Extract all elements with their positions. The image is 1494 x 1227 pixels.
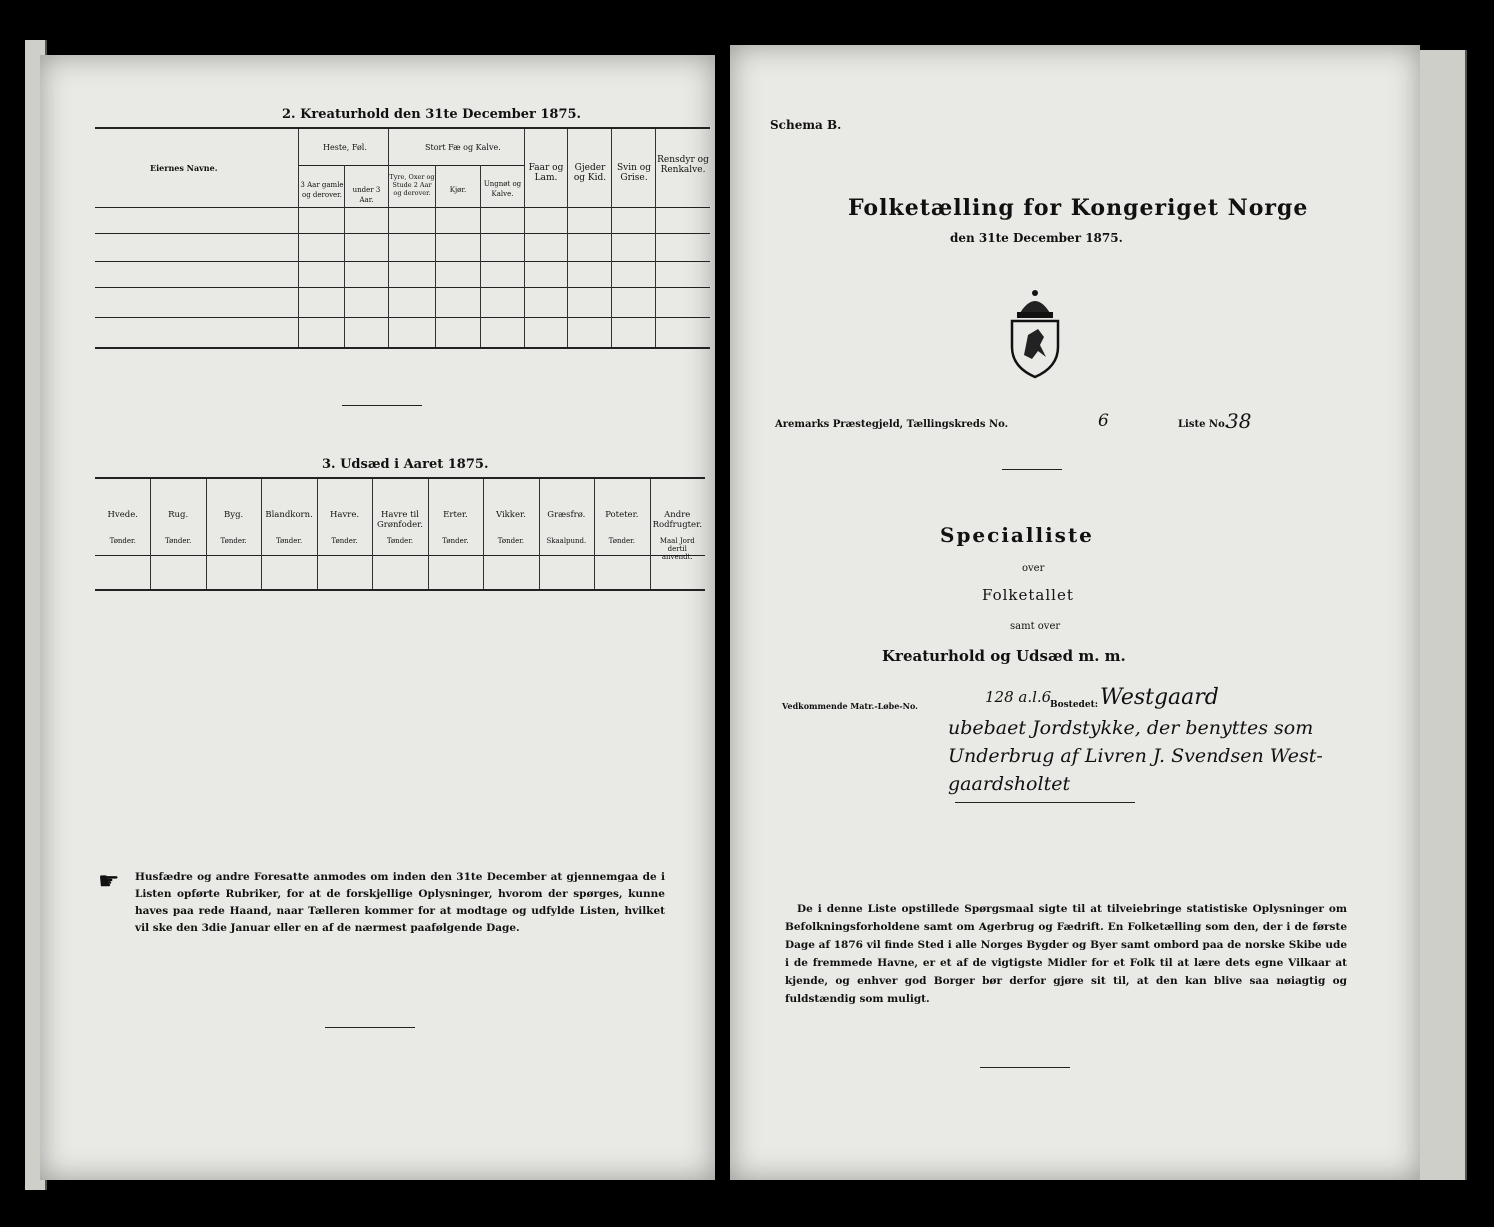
bosted-label: Bostedet:: [1050, 700, 1099, 710]
list-label: Liste No.: [1178, 419, 1229, 430]
udsaed-col-divider: [206, 479, 207, 589]
folketallet-text: Folketallet: [982, 586, 1074, 604]
parish-name: Aremarks: [775, 419, 830, 430]
section3-title: 3. Udsæd i Aaret 1875.: [322, 457, 489, 472]
schema-label: Schema B.: [770, 118, 842, 132]
udsaed-col-divider: [428, 479, 429, 589]
over-text: over: [1022, 563, 1045, 574]
list-number: 38: [1226, 409, 1252, 433]
heste-3aar-header: 3 Aar gamle og derover.: [300, 181, 344, 199]
census-title: Folketælling for Kongeriget Norge: [848, 195, 1309, 221]
matr-label: Vedkommende Matr.-Løbe-No.: [782, 701, 918, 711]
divider-short-2: [325, 1027, 415, 1028]
udsaed-col-divider: [483, 479, 484, 589]
instructions-notice: Husfædre og andre Foresatte anmodes om inden den 31te December at gjennemgaa de i Listen opførte Rubriker, for at de forskjellige Oplysninger, hvorom der spørges, kunne haves paa rede Haand, naar Tælleren kommer for at modtage og udfylde Listen, hvilket vil ske den 3die Januar eller en af de nærmest paafølgende Dage.: [135, 871, 665, 934]
divider-short: [342, 405, 422, 406]
udsaed-col-unit: Tønder.: [386, 537, 414, 545]
udsaed-col-divider: [317, 479, 318, 589]
district-number: 6: [1098, 411, 1109, 431]
table3-top-rule: [95, 477, 705, 479]
tyre-header: Tyre, Oxer og Stude 2 Aar og derover.: [389, 173, 435, 197]
svin-header: Svin og Grise.: [617, 163, 651, 183]
udsaed-col-unit: Tønder.: [442, 537, 469, 545]
coat-of-arms-icon: [1000, 285, 1070, 380]
rensdyr-header: Rensdyr og Renkalve.: [657, 155, 709, 175]
udsaed-col-divider: [150, 479, 151, 589]
kreaturhold-text: Kreaturhold og Udsæd m. m.: [882, 647, 1126, 665]
udsaed-col-divider: [372, 479, 373, 589]
specialliste-title: Specialliste: [940, 523, 1094, 547]
udsaed-col-divider: [539, 479, 540, 589]
gjeder-header: Gjeder og Kid.: [573, 163, 607, 183]
udsaed-col-unit: Tønder.: [497, 537, 525, 545]
stort-fae-header: Stort Fæ og Kalve.: [425, 143, 501, 152]
ungnot-header: Ungnøt og Kalve.: [483, 180, 522, 198]
parish-label: Præstegjeld,: [832, 419, 904, 430]
udsaed-col-name: Havre til Grønfoder.: [376, 510, 423, 530]
census-date: den 31te December 1875.: [950, 231, 1123, 245]
udsaed-col-divider: [594, 479, 595, 589]
left-page: [40, 55, 715, 1180]
district-label: Tællingskreds No.: [906, 419, 1009, 430]
purpose-paragraph: De i denne Liste opstillede Spørgsmaal sigte til at tilveiebringe statistiske Oplysninger om Befolkningsforholdene samt om Agerbrug og Fædrift. En Folketælling som den, der i de første Dage af 1876 vil finde Sted i alle Norges Bygder og Byer samt ombord paa de norske Skibe ude i de fremmede Havne, er et af de vigtigste Midler for et Folk til at lære dets egne Vilkaar at kjende, og enhver god Borger bør derfor gjøre sit til, at den kan blive saa nøiagtig og fuldstændig som muligt.: [785, 903, 1347, 1005]
pointing-hand-icon: ☛: [98, 867, 120, 895]
udsaed-col-name: Erter.: [443, 510, 468, 520]
parish-line: [775, 419, 1008, 430]
udsaed-col-divider: [261, 479, 262, 589]
udsaed-col-unit: Tønder.: [165, 537, 192, 545]
kjor-header: Kjør.: [449, 186, 467, 194]
udsaed-col-name: Havre.: [330, 510, 360, 520]
section2-title: 2. Kreaturhold den 31te December 1875.: [282, 107, 582, 122]
samt-over-text: samt over: [1010, 621, 1061, 632]
udsaed-col-unit: Tønder.: [220, 537, 247, 545]
heste-header: Heste, Føl.: [323, 143, 367, 152]
bosted-line-2: ubebaet Jordstykke, der benyttes som: [948, 717, 1314, 739]
udsaed-col-name: Vikker.: [495, 510, 526, 520]
bosted-line-3: Underbrug af Livren J. Svendsen West-: [948, 745, 1323, 767]
udsaed-col-unit: Skaalpund.: [546, 537, 587, 545]
table2-top-rule: [95, 127, 710, 129]
right-page: [730, 45, 1420, 1180]
udsaed-col-name: Andre Rodfrugter.: [652, 510, 702, 530]
owner-name-header: Eiernes Navne.: [150, 163, 218, 173]
heste-under3-header: under 3 Aar.: [352, 186, 381, 204]
udsaed-col-divider: [650, 479, 651, 589]
table2-bottom-rule: [95, 347, 710, 349]
udsaed-col-name: Hvede.: [107, 510, 138, 520]
udsaed-col-unit: Tønder.: [608, 537, 635, 545]
bosted-line-1: Westgaard: [1100, 685, 1219, 710]
udsaed-col-unit: Tønder.: [275, 537, 303, 545]
udsaed-col-name: Blandkorn.: [265, 510, 313, 520]
udsaed-col-unit: Tønder.: [331, 537, 358, 545]
udsaed-col-name: Poteter.: [605, 510, 639, 520]
udsaed-col-name: Byg.: [224, 510, 244, 520]
udsaed-col-unit: Tønder.: [109, 537, 136, 545]
udsaed-col-unit: Maal Jord dertil anvendt.: [659, 537, 695, 561]
faar-header: Faar og Lam.: [528, 163, 564, 183]
udsaed-col-name: Græsfrø.: [547, 510, 586, 520]
table3-bottom-rule: [95, 589, 705, 591]
udsaed-col-name: Rug.: [168, 510, 189, 520]
bosted-line-4: gaardsholtet: [948, 773, 1071, 795]
matr-number: 128 a.l.6: [985, 688, 1052, 706]
